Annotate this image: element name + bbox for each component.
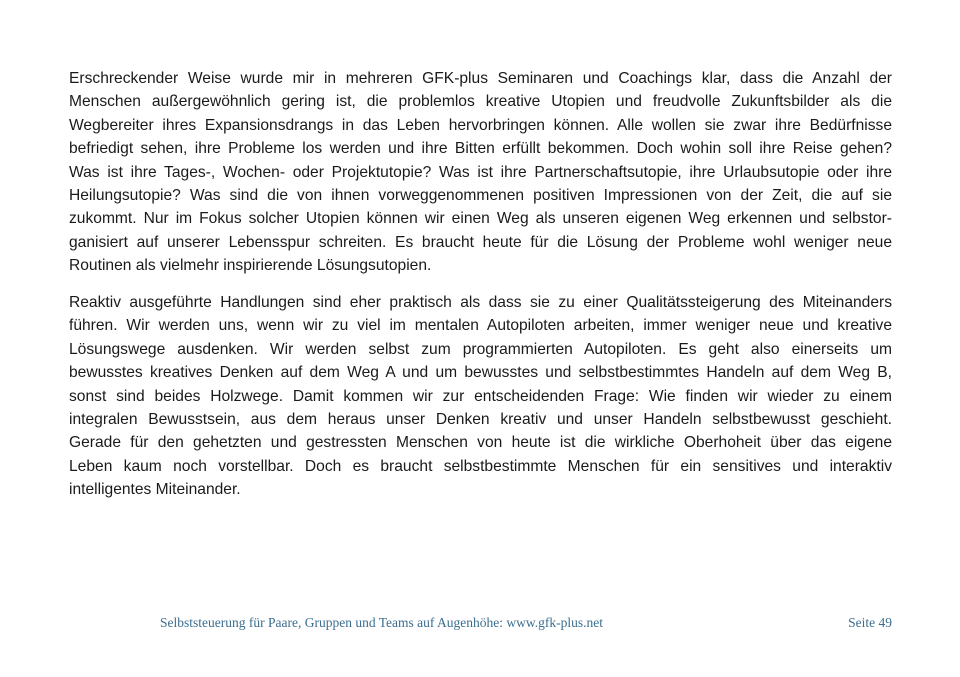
text-line: zukommt. Nur im Fokus solcher Utopien können wir einen Weg als unseren eigenen Weg erkennen und selbstor- [69, 210, 892, 228]
text-line: Leben kaum noch vorstellbar. Doch es braucht selbstbestimmte Menschen für ein sensitives und interaktiv [69, 457, 892, 475]
text-line: Was ist ihre Tages-, Wochen- oder Projektutopie? Was ist ihre Partnerschaftsutopie, ihre Urlaubsutopie oder ihre [69, 163, 892, 181]
text-line: führen. Wir werden uns, wenn wir zu viel im mentalen Autopiloten arbeiten, immer weniger neue und kreative [69, 317, 892, 335]
footer-title: Selbststeuerung für Paare, Gruppen und Teams auf Augenhöhe: www.gfk-plus.net [160, 615, 603, 630]
page-number: Seite 49 [848, 615, 892, 630]
text-line: Wegbereiter ihres Expansionsdrangs in das Leben hervorbringen können. Alle wollen sie zwar ihre Bedürfnisse [69, 116, 892, 134]
text-line: intelligentes Miteinander. [69, 481, 241, 499]
paragraph-2 [69, 291, 892, 502]
text-line: befriedigt sehen, ihre Probleme los werden und ihre Bitten erfüllt bekommen. Doch wohin soll ihre Reise gehen? [69, 140, 892, 158]
text-line: Reaktiv ausgeführte Handlungen sind eher praktisch als dass sie zu einer Qualitätssteigerung des Miteinanders [69, 294, 892, 311]
text-line: Gerade für den gehetzten und gestressten Menschen von heute ist die wirkliche Oberhoheit über das eigene [69, 434, 892, 452]
text-line: Lösungswege ausdenken. Wir werden selbst zum programmierten Autopiloten. Es geht also einerseits um [69, 340, 892, 358]
text-line: sonst sind beides Holzwege. Damit kommen wir zur entscheidenden Frage: Wie finden wir wieder zu einem [69, 387, 892, 405]
paragraph-1 [69, 67, 892, 278]
text-line: bewusstes kreatives Denken auf dem Weg A und um bewusstes und selbstbestimmtes Handeln auf dem Weg B, [69, 364, 892, 382]
text-line: Erschreckender Weise wurde mir in mehreren GFK-plus Seminaren und Coachings klar, dass die Anzahl der [69, 70, 892, 87]
text-line: Heilungsutopie? Was sind die von ihnen vorweggenommenen positiven Impressionen von der Zeit, die auf sie [69, 186, 892, 204]
text-line: Menschen außergewöhnlich gering ist, die problemlos kreative Utopien und freudvolle Zukunftsbilder als die [69, 93, 892, 111]
text-line: Routinen als vielmehr inspirierende Lösungsutopien. [69, 257, 432, 275]
text-line: integralen Bewusstsein, aus dem heraus unser Denken kreativ und unser Handeln selbstbewusst geschieht. [69, 410, 892, 428]
text-line: ganisiert auf unserer Lebensspur schreiten. Es braucht heute für die Lösung der Probleme wohl weniger neue [69, 233, 892, 251]
